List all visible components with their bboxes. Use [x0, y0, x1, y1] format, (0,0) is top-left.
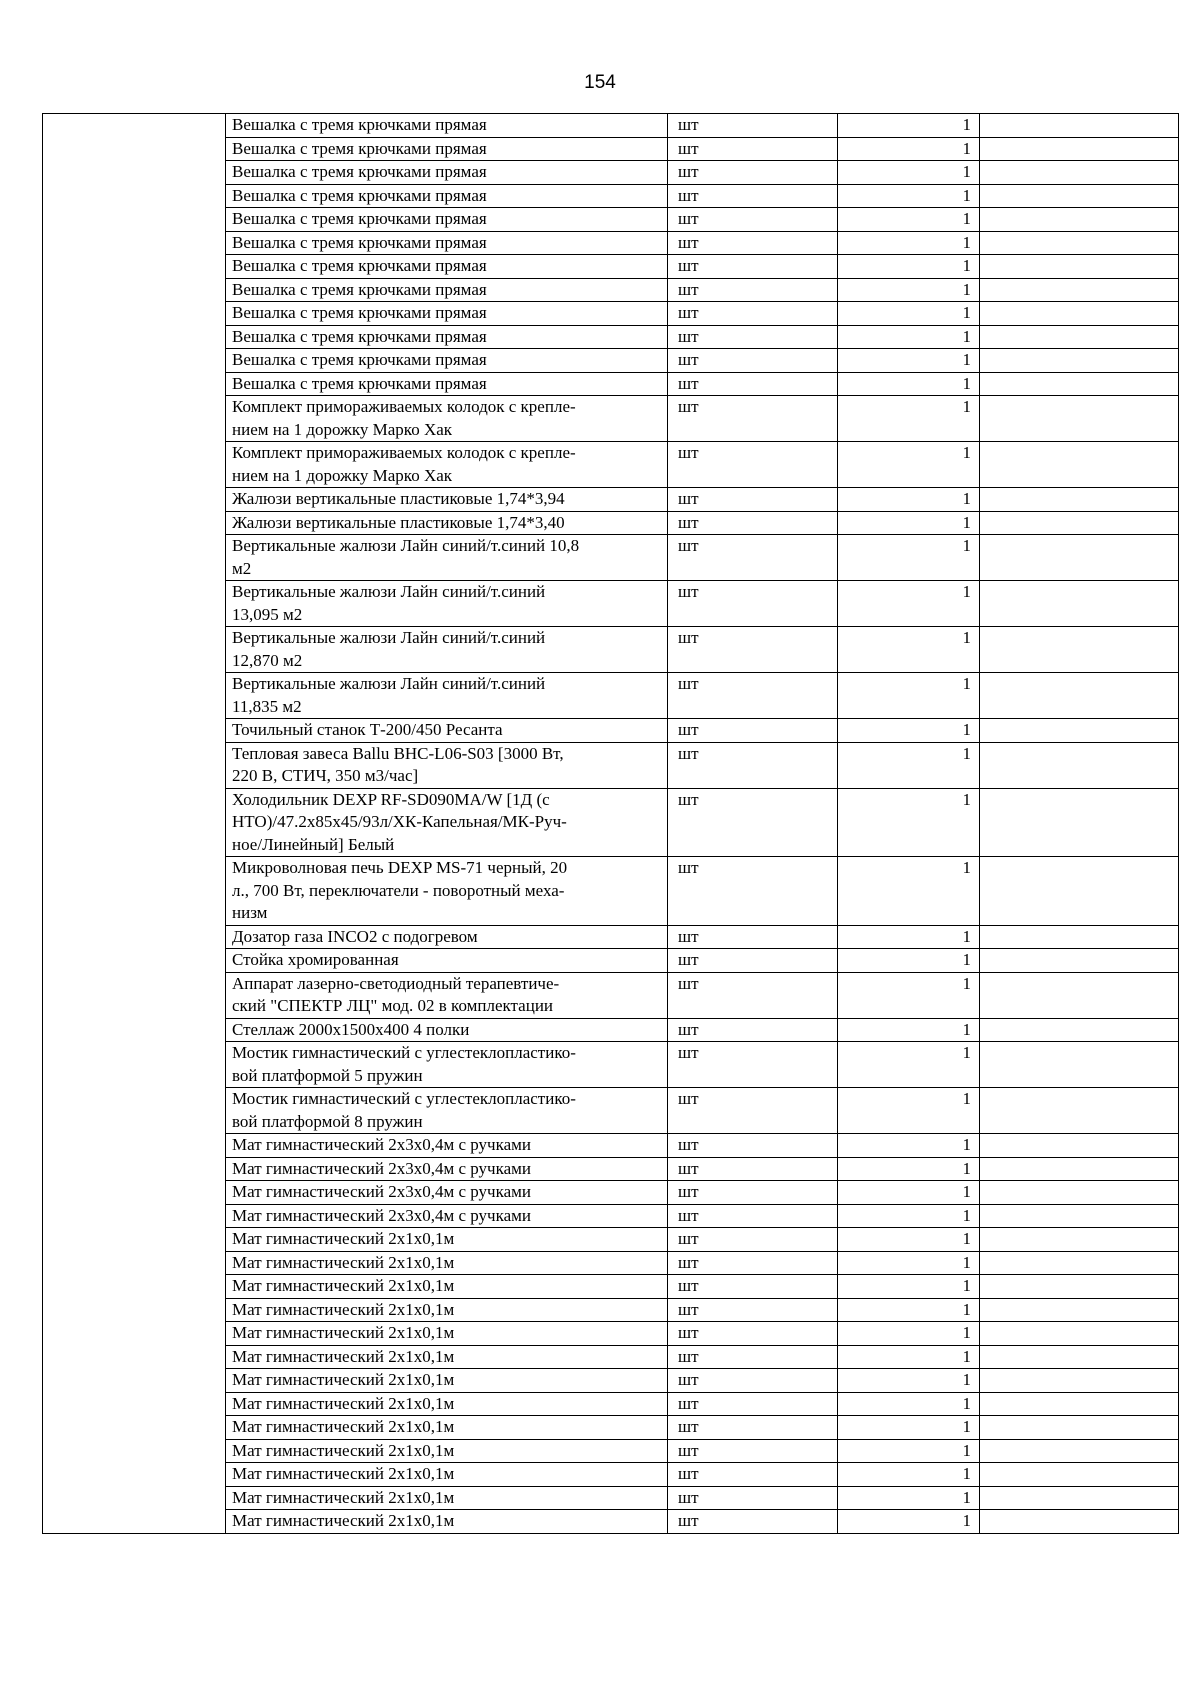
unit-cell: шт: [668, 719, 838, 743]
note-cell: [980, 1157, 1179, 1181]
quantity-cell: 1: [838, 1228, 980, 1252]
page-number: 154: [584, 72, 616, 93]
item-name-cell: Точильный станок Т-200/450 Ресанта: [226, 719, 668, 743]
unit-cell: шт: [668, 396, 838, 442]
unit-cell: шт: [668, 1157, 838, 1181]
note-cell: [980, 114, 1179, 138]
item-name-cell: Мостик гимнастический с углестеклопластико- вой платформой 8 пружин: [226, 1088, 668, 1134]
quantity-cell: 1: [838, 627, 980, 673]
unit-cell: шт: [668, 349, 838, 373]
unit-cell: шт: [668, 535, 838, 581]
item-name-cell: Мат гимнастический 2х1х0,1м: [226, 1510, 668, 1534]
quantity-cell: 1: [838, 325, 980, 349]
quantity-cell: 1: [838, 1042, 980, 1088]
unit-cell: шт: [668, 1298, 838, 1322]
unit-cell: шт: [668, 1392, 838, 1416]
item-name-cell: Вешалка с тремя крючками прямая: [226, 231, 668, 255]
item-name-cell: Вешалка с тремя крючками прямая: [226, 372, 668, 396]
quantity-cell: 1: [838, 1439, 980, 1463]
item-name-cell: Мат гимнастический 2х1х0,1м: [226, 1228, 668, 1252]
quantity-cell: 1: [838, 719, 980, 743]
inventory-table: [42, 113, 1179, 1534]
item-name-cell: Мат гимнастический 2х1х0,1м: [226, 1251, 668, 1275]
item-name-cell: Комплект примораживаемых колодок с крепле- нием на 1 дорожку Марко Хак: [226, 442, 668, 488]
note-cell: [980, 673, 1179, 719]
item-name-cell: Вертикальные жалюзи Лайн синий/т.синий 12,870 м2: [226, 627, 668, 673]
item-name-cell: Мат гимнастический 2х1х0,1м: [226, 1322, 668, 1346]
item-name-cell: Вертикальные жалюзи Лайн синий/т.синий 10,8 м2: [226, 535, 668, 581]
quantity-cell: 1: [838, 488, 980, 512]
quantity-cell: 1: [838, 511, 980, 535]
note-cell: [980, 349, 1179, 373]
note-cell: [980, 742, 1179, 788]
unit-cell: шт: [668, 949, 838, 973]
item-name-cell: Вешалка с тремя крючками прямая: [226, 278, 668, 302]
note-cell: [980, 1345, 1179, 1369]
unit-cell: шт: [668, 1369, 838, 1393]
item-name-cell: Мат гимнастический 2х1х0,1м: [226, 1298, 668, 1322]
quantity-cell: 1: [838, 231, 980, 255]
unit-cell: шт: [668, 1486, 838, 1510]
quantity-cell: 1: [838, 742, 980, 788]
quantity-cell: 1: [838, 1204, 980, 1228]
unit-cell: шт: [668, 1345, 838, 1369]
item-name-cell: Вешалка с тремя крючками прямая: [226, 137, 668, 161]
unit-cell: шт: [668, 137, 838, 161]
item-name-cell: Вертикальные жалюзи Лайн синий/т.синий 11,835 м2: [226, 673, 668, 719]
item-name-cell: Мат гимнастический 2х1х0,1м: [226, 1345, 668, 1369]
note-cell: [980, 788, 1179, 857]
unit-cell: шт: [668, 742, 838, 788]
quantity-cell: 1: [838, 857, 980, 926]
note-cell: [980, 925, 1179, 949]
unit-cell: шт: [668, 1181, 838, 1205]
item-name-cell: Мат гимнастический 2х1х0,1м: [226, 1416, 668, 1440]
unit-cell: шт: [668, 972, 838, 1018]
note-cell: [980, 488, 1179, 512]
item-name-cell: Мат гимнастический 2х1х0,1м: [226, 1463, 668, 1487]
quantity-cell: 1: [838, 673, 980, 719]
unit-cell: шт: [668, 925, 838, 949]
quantity-cell: 1: [838, 1018, 980, 1042]
unit-cell: шт: [668, 488, 838, 512]
note-cell: [980, 1486, 1179, 1510]
section-cell: [43, 114, 226, 1534]
note-cell: [980, 1088, 1179, 1134]
quantity-cell: 1: [838, 1251, 980, 1275]
quantity-cell: 1: [838, 372, 980, 396]
note-cell: [980, 1416, 1179, 1440]
quantity-cell: 1: [838, 949, 980, 973]
item-name-cell: Мат гимнастический 2х1х0,1м: [226, 1486, 668, 1510]
item-name-cell: Мат гимнастический 2х1х0,1м: [226, 1439, 668, 1463]
item-name-cell: Мат гимнастический 2х3х0,4м с ручками: [226, 1157, 668, 1181]
note-cell: [980, 719, 1179, 743]
note-cell: [980, 184, 1179, 208]
quantity-cell: 1: [838, 1088, 980, 1134]
quantity-cell: 1: [838, 1157, 980, 1181]
item-name-cell: Вешалка с тремя крючками прямая: [226, 325, 668, 349]
item-name-cell: Холодильник DEXP RF-SD090MA/W [1Д (с НТО)/47.2x85x45/93л/ХК-Капельная/МК-Руч- ное/Линейный] Белый: [226, 788, 668, 857]
item-name-cell: Мат гимнастический 2х3х0,4м с ручками: [226, 1181, 668, 1205]
note-cell: [980, 255, 1179, 279]
quantity-cell: 1: [838, 788, 980, 857]
note-cell: [980, 1042, 1179, 1088]
unit-cell: шт: [668, 442, 838, 488]
quantity-cell: 1: [838, 396, 980, 442]
note-cell: [980, 302, 1179, 326]
note-cell: [980, 1369, 1179, 1393]
unit-cell: шт: [668, 114, 838, 138]
unit-cell: шт: [668, 1018, 838, 1042]
quantity-cell: 1: [838, 535, 980, 581]
item-name-cell: Мат гимнастический 2х1х0,1м: [226, 1369, 668, 1393]
quantity-cell: 1: [838, 278, 980, 302]
item-name-cell: Мат гимнастический 2х3х0,4м с ручками: [226, 1204, 668, 1228]
note-cell: [980, 278, 1179, 302]
item-name-cell: Мат гимнастический 2х3х0,4м с ручками: [226, 1134, 668, 1158]
quantity-cell: 1: [838, 302, 980, 326]
unit-cell: шт: [668, 1463, 838, 1487]
unit-cell: шт: [668, 302, 838, 326]
item-name-cell: Мат гимнастический 2х1х0,1м: [226, 1275, 668, 1299]
note-cell: [980, 1134, 1179, 1158]
quantity-cell: 1: [838, 925, 980, 949]
unit-cell: шт: [668, 1228, 838, 1252]
note-cell: [980, 511, 1179, 535]
unit-cell: шт: [668, 278, 838, 302]
item-name-cell: Тепловая завеса Ballu BHC-L06-S03 [3000 Вт, 220 В, СТИЧ, 350 м3/час]: [226, 742, 668, 788]
note-cell: [980, 1228, 1179, 1252]
note-cell: [980, 372, 1179, 396]
quantity-cell: 1: [838, 1275, 980, 1299]
unit-cell: шт: [668, 511, 838, 535]
quantity-cell: 1: [838, 1322, 980, 1346]
unit-cell: шт: [668, 231, 838, 255]
quantity-cell: 1: [838, 972, 980, 1018]
quantity-cell: 1: [838, 208, 980, 232]
item-name-cell: Вешалка с тремя крючками прямая: [226, 255, 668, 279]
quantity-cell: 1: [838, 581, 980, 627]
item-name-cell: Вешалка с тремя крючками прямая: [226, 208, 668, 232]
quantity-cell: 1: [838, 1181, 980, 1205]
note-cell: [980, 949, 1179, 973]
unit-cell: шт: [668, 161, 838, 185]
unit-cell: шт: [668, 673, 838, 719]
item-name-cell: Комплект примораживаемых колодок с крепле- нием на 1 дорожку Марко Хак: [226, 396, 668, 442]
note-cell: [980, 535, 1179, 581]
quantity-cell: 1: [838, 349, 980, 373]
unit-cell: шт: [668, 325, 838, 349]
note-cell: [980, 581, 1179, 627]
unit-cell: шт: [668, 1251, 838, 1275]
unit-cell: шт: [668, 1416, 838, 1440]
note-cell: [980, 1322, 1179, 1346]
note-cell: [980, 161, 1179, 185]
item-name-cell: Вешалка с тремя крючками прямая: [226, 184, 668, 208]
item-name-cell: Дозатор газа INCO2 с подогревом: [226, 925, 668, 949]
note-cell: [980, 1204, 1179, 1228]
unit-cell: шт: [668, 788, 838, 857]
note-cell: [980, 396, 1179, 442]
inventory-table-body: [43, 114, 1179, 1534]
note-cell: [980, 1275, 1179, 1299]
note-cell: [980, 1251, 1179, 1275]
item-name-cell: Жалюзи вертикальные пластиковые 1,74*3,94: [226, 488, 668, 512]
note-cell: [980, 1510, 1179, 1534]
note-cell: [980, 208, 1179, 232]
item-name-cell: Стеллаж 2000х1500х400 4 полки: [226, 1018, 668, 1042]
quantity-cell: 1: [838, 161, 980, 185]
quantity-cell: 1: [838, 255, 980, 279]
unit-cell: шт: [668, 372, 838, 396]
note-cell: [980, 857, 1179, 926]
note-cell: [980, 1392, 1179, 1416]
item-name-cell: Вешалка с тремя крючками прямая: [226, 161, 668, 185]
quantity-cell: 1: [838, 1345, 980, 1369]
quantity-cell: 1: [838, 1510, 980, 1534]
note-cell: [980, 325, 1179, 349]
unit-cell: шт: [668, 184, 838, 208]
quantity-cell: 1: [838, 1134, 980, 1158]
note-cell: [980, 972, 1179, 1018]
unit-cell: шт: [668, 1510, 838, 1534]
unit-cell: шт: [668, 581, 838, 627]
unit-cell: шт: [668, 1439, 838, 1463]
unit-cell: шт: [668, 627, 838, 673]
note-cell: [980, 627, 1179, 673]
unit-cell: шт: [668, 1042, 838, 1088]
note-cell: [980, 1463, 1179, 1487]
item-name-cell: Вешалка с тремя крючками прямая: [226, 114, 668, 138]
quantity-cell: 1: [838, 442, 980, 488]
note-cell: [980, 137, 1179, 161]
note-cell: [980, 442, 1179, 488]
unit-cell: шт: [668, 1134, 838, 1158]
quantity-cell: 1: [838, 114, 980, 138]
item-name-cell: Аппарат лазерно-светодиодный терапевтиче- ский "СПЕКТР ЛЦ" мод. 02 в комплектации: [226, 972, 668, 1018]
unit-cell: шт: [668, 208, 838, 232]
note-cell: [980, 1181, 1179, 1205]
item-name-cell: Мостик гимнастический с углестеклопластико- вой платформой 5 пружин: [226, 1042, 668, 1088]
quantity-cell: 1: [838, 137, 980, 161]
quantity-cell: 1: [838, 184, 980, 208]
item-name-cell: Вешалка с тремя крючками прямая: [226, 302, 668, 326]
quantity-cell: 1: [838, 1369, 980, 1393]
note-cell: [980, 1298, 1179, 1322]
quantity-cell: 1: [838, 1463, 980, 1487]
quantity-cell: 1: [838, 1298, 980, 1322]
table-row: [43, 114, 1179, 138]
item-name-cell: Вешалка с тремя крючками прямая: [226, 349, 668, 373]
unit-cell: шт: [668, 255, 838, 279]
unit-cell: шт: [668, 1275, 838, 1299]
quantity-cell: 1: [838, 1486, 980, 1510]
unit-cell: шт: [668, 857, 838, 926]
unit-cell: шт: [668, 1088, 838, 1134]
quantity-cell: 1: [838, 1416, 980, 1440]
item-name-cell: Вертикальные жалюзи Лайн синий/т.синий 13,095 м2: [226, 581, 668, 627]
note-cell: [980, 1439, 1179, 1463]
item-name-cell: Жалюзи вертикальные пластиковые 1,74*3,40: [226, 511, 668, 535]
unit-cell: шт: [668, 1322, 838, 1346]
note-cell: [980, 231, 1179, 255]
quantity-cell: 1: [838, 1392, 980, 1416]
item-name-cell: Стойка хромированная: [226, 949, 668, 973]
item-name-cell: Микроволновая печь DEXP MS-71 черный, 20 л., 700 Вт, переключатели - поворотный меха- низм: [226, 857, 668, 926]
item-name-cell: Мат гимнастический 2х1х0,1м: [226, 1392, 668, 1416]
note-cell: [980, 1018, 1179, 1042]
unit-cell: шт: [668, 1204, 838, 1228]
